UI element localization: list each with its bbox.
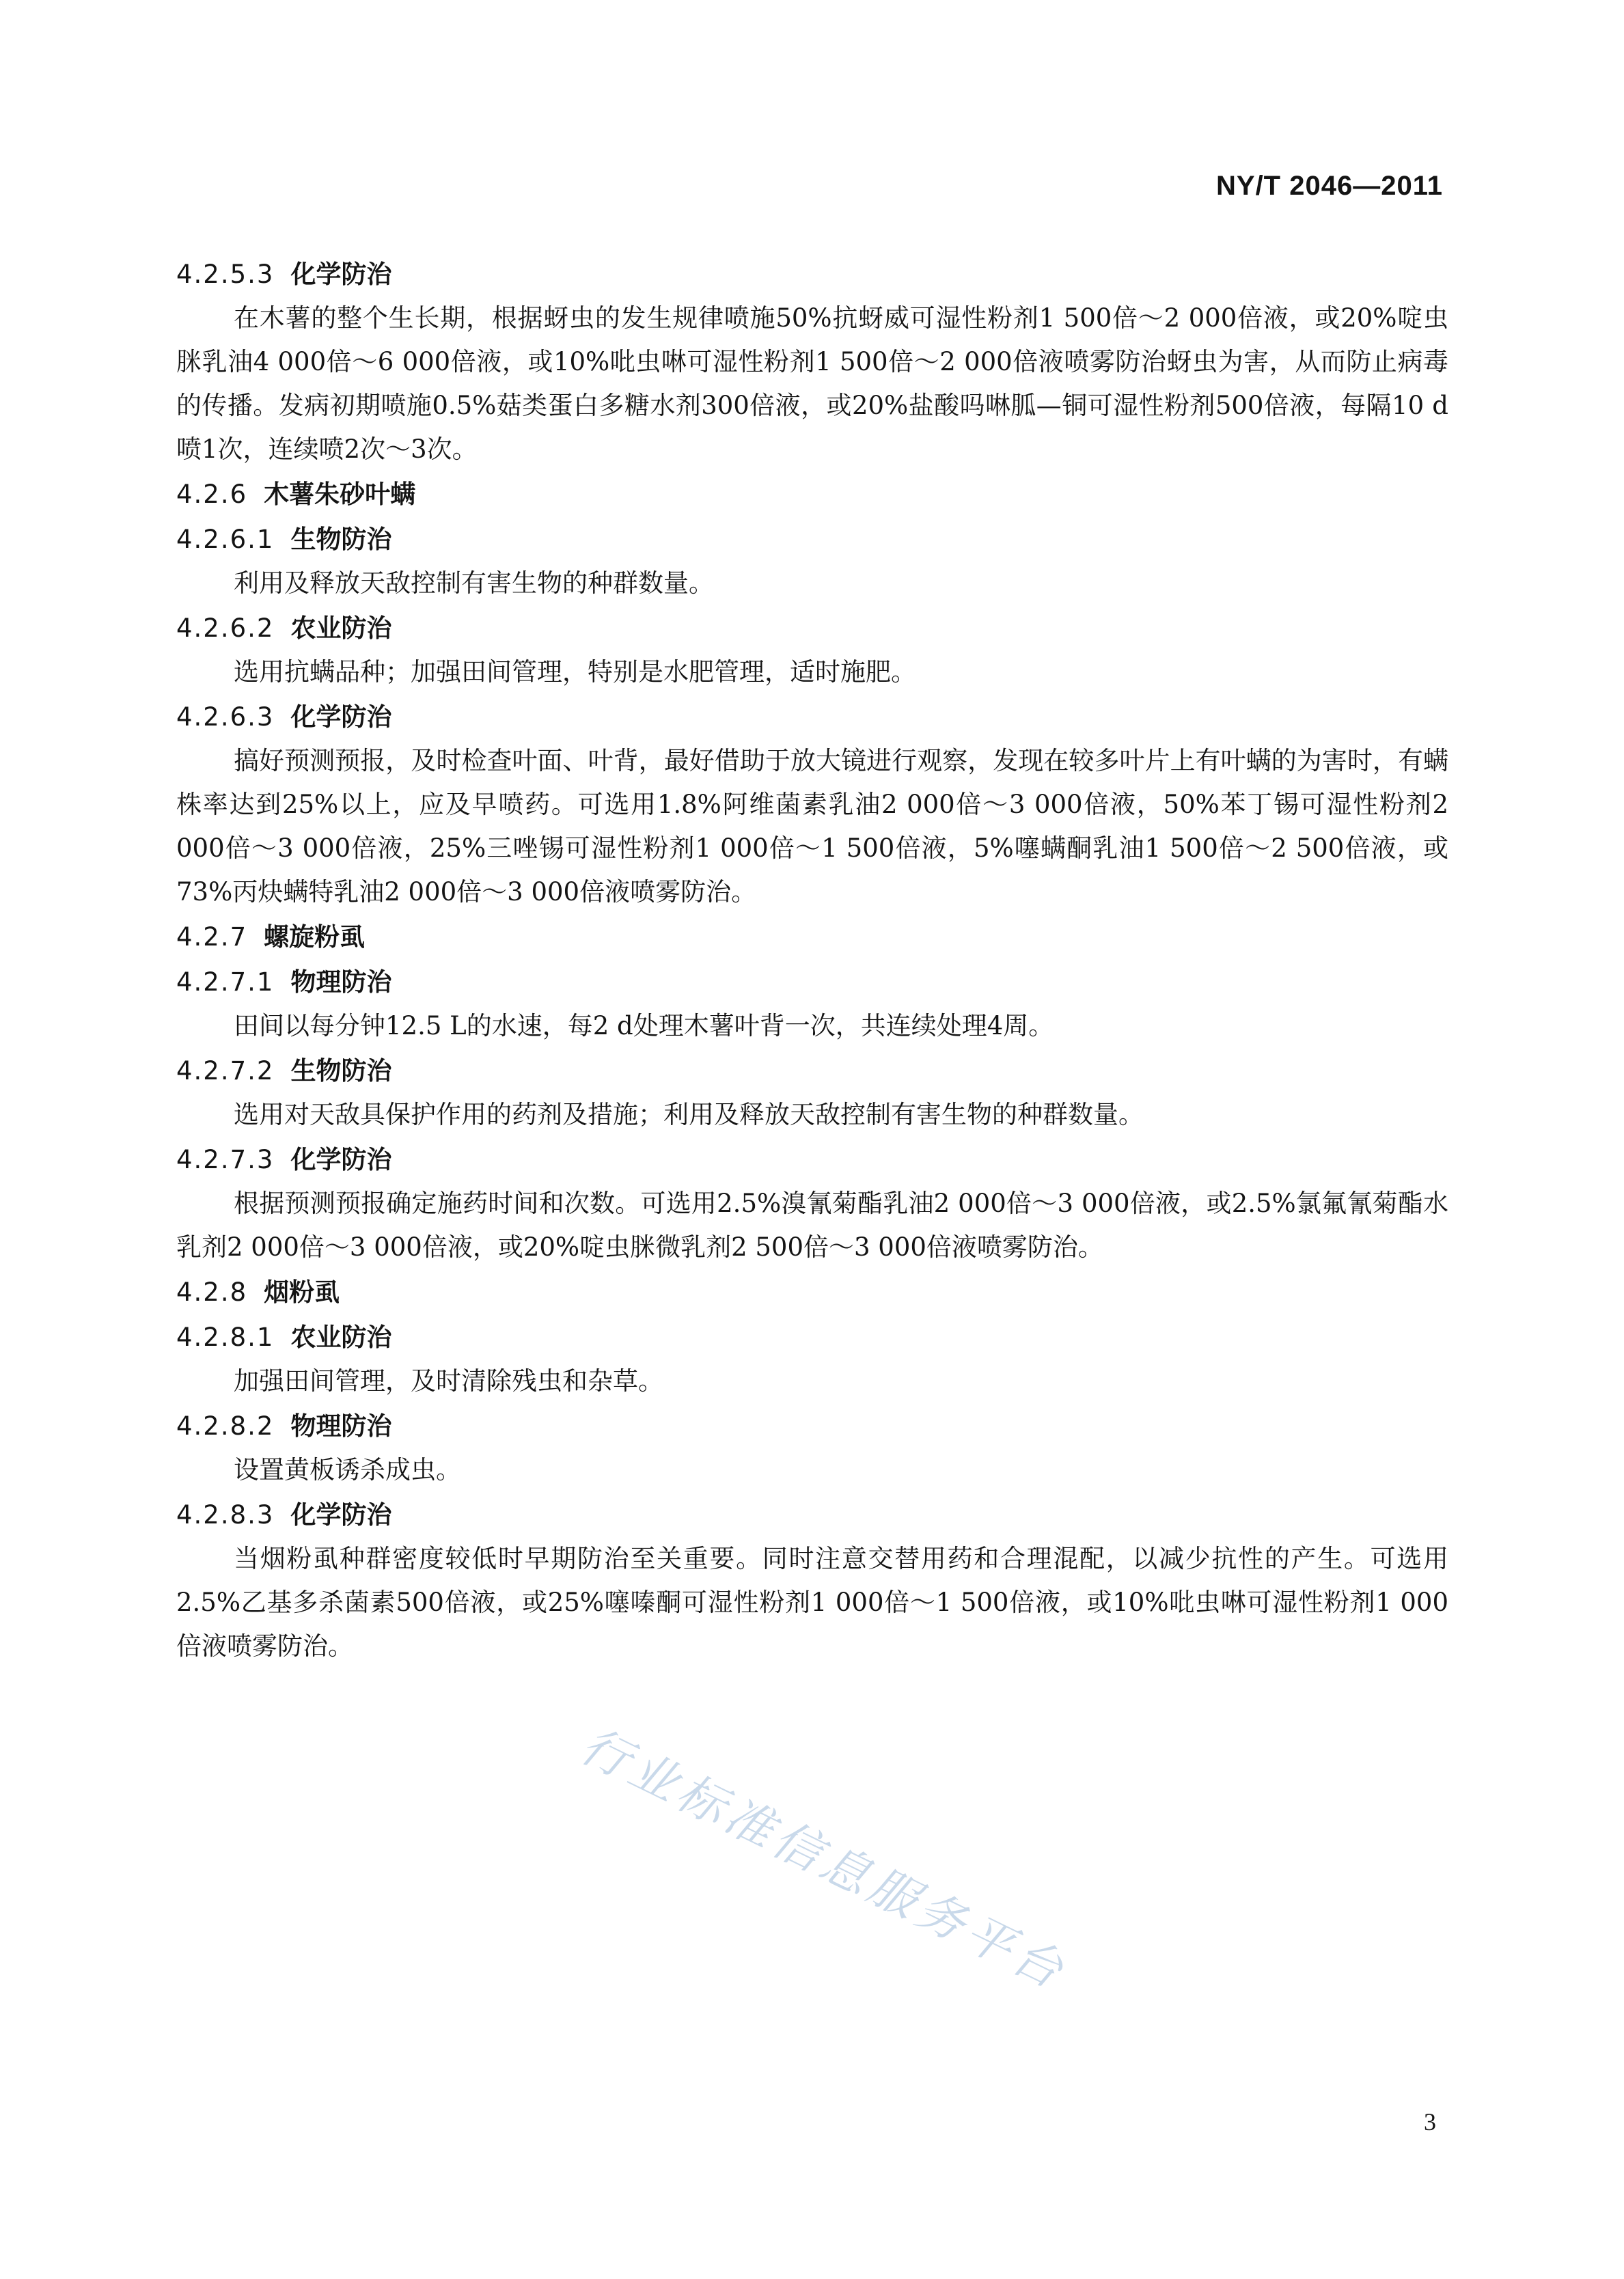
section-title: 农业防治 [290,1323,392,1352]
section-heading [176,1049,1448,1093]
section-title: 物理防治 [290,1411,392,1441]
paragraph: 加强田间管理，及时清除残虫和杂草。 [234,1366,663,1396]
section-heading [176,607,1448,650]
section-heading [176,1493,1448,1537]
paragraph: 设置黄板诱杀成虫。 [234,1455,461,1484]
page-number: 3 [1424,2108,1436,2136]
section-number: 4.2.6.2 [176,613,275,643]
paragraph: 根据预测预报确定施药时间和次数。可选用2.5%溴氰菊酯乳油2 000倍～3 000倍液，或2.5%氯氟氰菊酯水乳剂2 000倍～3 000倍液，或20%啶虫脒微乳剂2 500倍～3 000倍液喷雾防治。 [176,1189,1448,1262]
section-title: 化学防治 [290,260,392,289]
section-title: 化学防治 [290,1500,392,1530]
section-number: 4.2.6.3 [176,702,275,732]
section-number: 4.2.8.3 [176,1500,275,1530]
section-title: 生物防治 [290,1056,392,1086]
section-number: 4.2.5.3 [176,260,275,289]
watermark: 行业标准信息服务平台 [572,1717,1076,2002]
section-title: 物理防治 [290,967,392,997]
section-heading [176,695,1448,739]
section-heading [176,253,1448,296]
section-heading [176,1271,1448,1314]
paragraph: 选用对天敌具保护作用的药剂及措施；利用及释放天敌控制有害生物的种群数量。 [234,1100,1144,1129]
section-heading [176,518,1448,562]
section-number: 4.2.8.2 [176,1411,275,1441]
section-heading [176,1316,1448,1359]
section-number: 4.2.7.1 [176,967,275,997]
section-number: 4.2.8 [176,1277,248,1307]
section-title: 螺旋粉虱 [264,922,366,952]
section-title: 生物防治 [290,525,392,554]
section-title: 化学防治 [290,702,392,732]
section-number: 4.2.7 [176,922,248,952]
section-heading [176,1138,1448,1182]
section-heading [176,473,1448,516]
paragraph: 利用及释放天敌控制有害生物的种群数量。 [234,568,714,598]
section-title: 烟粉虱 [264,1277,340,1307]
section-number: 4.2.8.1 [176,1323,275,1352]
section-number: 4.2.7.3 [176,1145,275,1174]
document-body [176,251,1448,1668]
section-number: 4.2.7.2 [176,1056,275,1086]
section-title: 化学防治 [290,1145,392,1174]
paragraph: 田间以每分钟12.5 L的水速，每2 d处理木薯叶背一次，共连续处理4周。 [234,1011,1054,1040]
paragraph: 当烟粉虱种群密度较低时早期防治至关重要。同时注意交替用药和合理混配，以减少抗性的产生。可选用2.5%乙基多杀菌素500倍液，或25%噻嗪酮可湿性粉剂1 000倍～1 500倍液，或10%吡虫啉可湿性粉剂1 000倍液喷雾防治。 [176,1544,1448,1661]
paragraph: 搞好预测预报，及时检查叶面、叶背，最好借助于放大镜进行观察，发现在较多叶片上有叶螨的为害时，有螨株率达到25%以上，应及早喷药。可选用1.8%阿维菌素乳油2 000倍～3 000倍液，50%苯丁锡可湿性粉剂2 000倍～3 000倍液，25%三唑锡可湿性粉剂1 000倍～1 500倍液，5%噻螨酮乳油1 500倍～2 500倍液，或73%丙炔螨特乳油2 000倍～3 000倍液喷雾防治。 [176,746,1448,907]
section-title: 农业防治 [290,613,392,643]
section-number: 4.2.6 [176,480,248,509]
section-title: 木薯朱砂叶螨 [264,480,416,509]
section-heading [176,915,1448,959]
section-heading [176,961,1448,1004]
paragraph: 在木薯的整个生长期，根据蚜虫的发生规律喷施50%抗蚜威可湿性粉剂1 500倍～2 000倍液，或20%啶虫脒乳油4 000倍～6 000倍液，或10%吡虫啉可湿性粉剂1 500倍～2 000倍液喷雾防治蚜虫为害，从而防止病毒的传播。发病初期喷施0.5%菇类蛋白多糖水剂300倍液，或20%盐酸吗啉胍—铜可湿性粉剂500倍液，每隔10 d喷1次，连续喷2次～3次。 [176,303,1448,464]
paragraph: 选用抗螨品种；加强田间管理，特别是水肥管理，适时施肥。 [234,657,916,687]
section-heading [176,1405,1448,1448]
standard-code: NY/T 2046—2011 [1216,171,1443,201]
section-number: 4.2.6.1 [176,525,275,554]
